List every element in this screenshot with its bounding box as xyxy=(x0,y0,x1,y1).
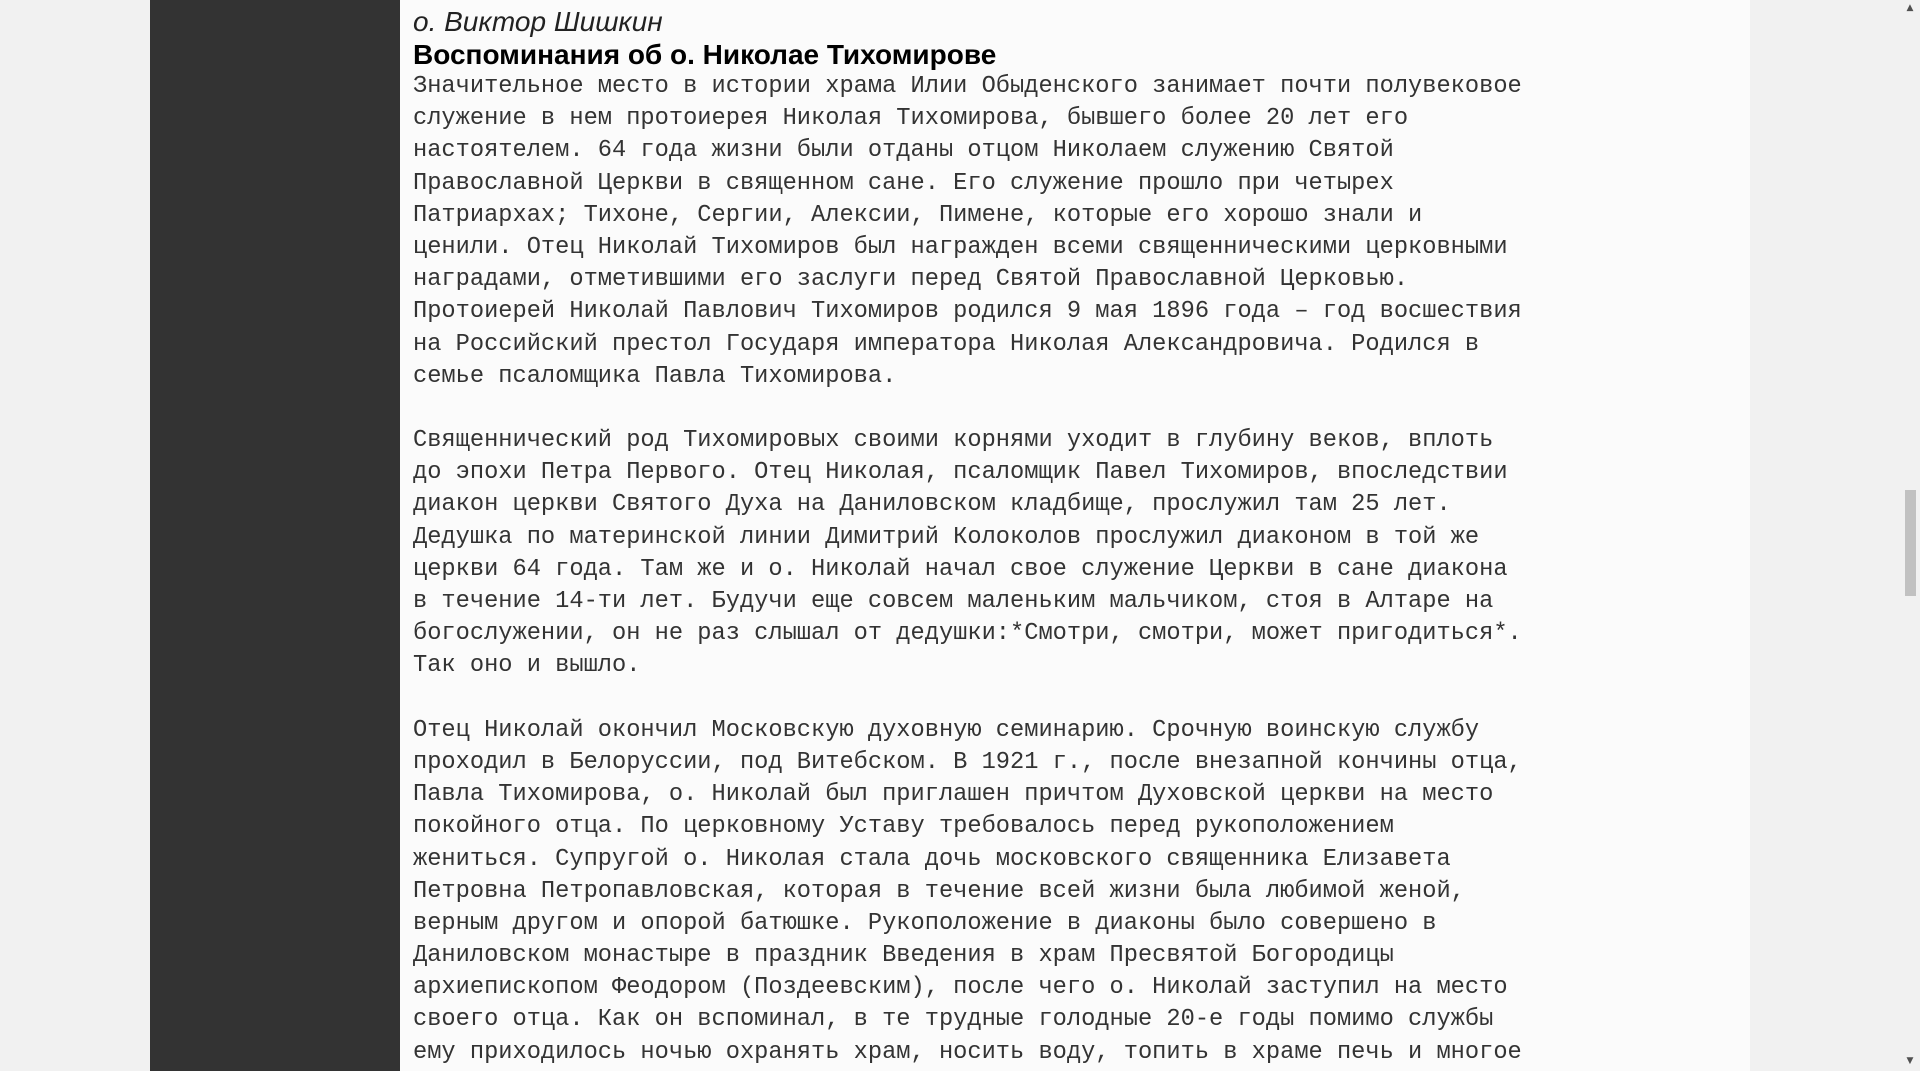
text-line: служение в нем протоиерея Николая Тихомирова, бывшего более 20 лет его xyxy=(413,105,1409,133)
vertical-scrollbar[interactable] xyxy=(1900,0,1920,1071)
text-line: в течение 14-ти лет. Будучи еще совсем маленьким мальчиком, стоя в Алтаре на xyxy=(413,588,1494,615)
article-content xyxy=(400,0,1750,1071)
text-line: покойного отца. По церковному Уставу требовалось перед рукоположением xyxy=(413,813,1394,841)
article-paragraph-1 xyxy=(413,71,1743,393)
text-line: до эпохи Петра Первого. Отец Николая, псаломщик Павел Тихомиров, впоследствии xyxy=(413,459,1508,487)
text-line: наградами, отметившими его заслуги перед Святой Православной Церковью. xyxy=(413,266,1409,294)
left-sidebar-panel xyxy=(150,0,400,1071)
text-line: Православной Церкви в священном сане. Его служение прошло при четырех xyxy=(413,169,1394,197)
text-line: Петровна Петропавловская, которая в течение всей жизни была любимой женой, xyxy=(413,877,1465,905)
article-paragraph-3 xyxy=(413,715,1743,1069)
scrollbar-thumb[interactable] xyxy=(1905,490,1916,596)
text-line: настоятелем. 64 года жизни были отданы отцом Николаем служению Святой xyxy=(413,137,1394,165)
text-line: своего отца. Как он вспоминал, в те трудные голодные 20-е годы помимо службы xyxy=(413,1006,1494,1034)
paragraph-break xyxy=(413,683,1743,715)
text-line: верным другом и опорой батюшке. Рукоположение в диаконы было совершено в xyxy=(413,909,1437,937)
scroll-up-arrow-icon[interactable]: ▲ xyxy=(1906,3,1914,13)
text-line: церкви 64 года. Там же и о. Николай начал свое служение Церкви в сане диакона xyxy=(413,555,1508,583)
text-line: Священнический род Тихомировых своими корнями уходит в глубину веков, вплоть xyxy=(413,427,1494,455)
article-author: о. Виктор Шишкин xyxy=(413,6,663,37)
text-line: семье псаломщика Павла Тихомирова. xyxy=(413,362,897,390)
text-line: Протоиерей Николай Павлович Тихомиров родился 9 мая 1896 года – год восшествия xyxy=(413,298,1522,326)
scroll-down-arrow-icon[interactable]: ▼ xyxy=(1906,1056,1914,1066)
text-line: диакон церкви Святого Духа на Даниловском кладбище, прослужил там 25 лет. xyxy=(413,491,1451,519)
text-line: ценили. Отец Николай Тихомиров был награжден всеми священническими церковными xyxy=(413,233,1508,261)
text-line: Отец Николай окончил Московскую духовную семинарию. Срочную воинскую службу xyxy=(413,716,1480,744)
text-line: Дедушка по материнской линии Димитрий Колоколов прослужил диаконом в той же xyxy=(413,523,1480,551)
text-line: на Российский престол Государя императора Николая Александровича. Родился в xyxy=(413,330,1480,358)
article-title: Воспоминания об о. Николае Тихомирове xyxy=(413,39,997,70)
text-line: богослужении, он не раз слышал от дедушки:*Смотри, смотри, может пригодиться*. xyxy=(413,620,1522,648)
article-paragraph-2 xyxy=(413,425,1743,683)
text-line: Патриархах; Тихоне, Сергии, Алексии, Пимене, которые его хорошо знали и xyxy=(413,201,1423,229)
right-margin xyxy=(1750,0,1900,1071)
text-line: проходил в Белоруссии, под Витебском. В 1921 г., после внезапной кончины отца, xyxy=(413,748,1522,776)
text-line: Значительное место в истории храма Илии Обыденского занимает почти полувековое xyxy=(413,73,1522,100)
article-text xyxy=(413,5,1743,1069)
text-line: жениться. Супругой о. Николая стала дочь московского священника Елизавета xyxy=(413,845,1451,873)
text-line: Даниловском монастыре в праздник Введения в храм Пресвятой Богородицы xyxy=(413,942,1394,970)
text-line: Павла Тихомирова, о. Николай был приглашен причтом Духовской церкви на место xyxy=(413,781,1494,809)
text-line: ему приходилось ночью охранять храм, носить воду, топить в храме печь и многое xyxy=(413,1038,1522,1066)
paragraph-break xyxy=(413,393,1743,425)
text-line: архиепископом Феодором (Поздеевским), после чего о. Николай заступил на место xyxy=(413,974,1508,1002)
text-line: Так оно и вышло. xyxy=(413,652,641,680)
